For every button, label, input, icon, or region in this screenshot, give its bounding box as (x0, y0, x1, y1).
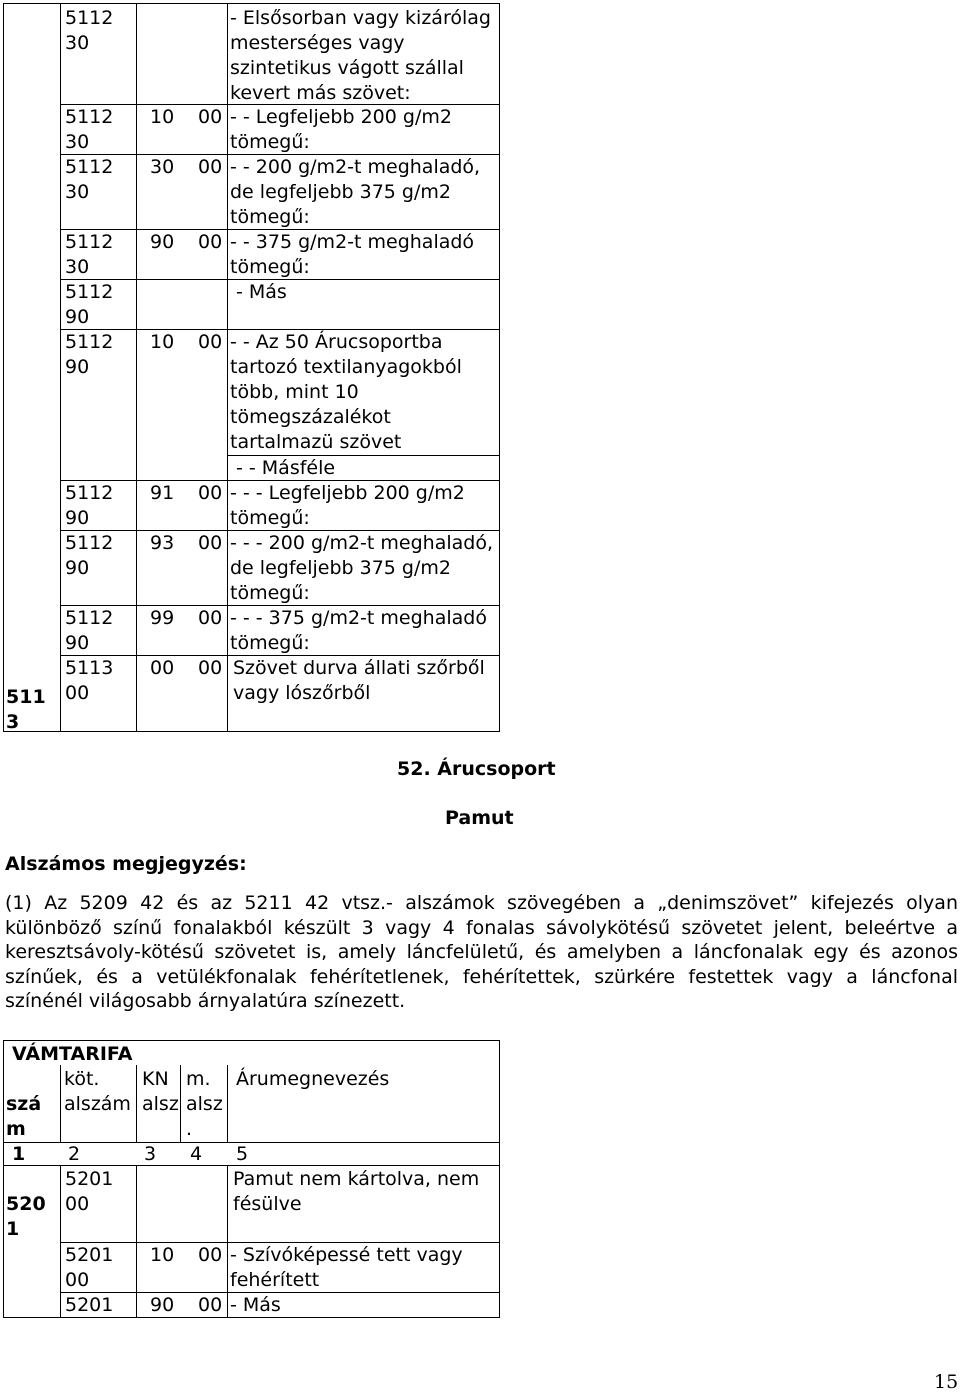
chapter-subtitle: Pamut (445, 807, 514, 829)
description-cell: - - 200 g/m2-t meghaladó, de legfeljebb 375 g/m2 tömegű: (230, 156, 481, 228)
page-number: 15 (934, 1371, 959, 1393)
header-arumegnevezes: Árumegnevezés (236, 1068, 390, 1090)
column-number: 2 (68, 1143, 81, 1165)
code-cell: 5112 90 (65, 532, 114, 579)
subheading-cell: 93 (150, 532, 175, 554)
header-kn-alsz: KN alsz (142, 1068, 179, 1115)
description-cell: - Szívóképessé tett vagy fehérített (230, 1244, 463, 1291)
sub-subheading-cell: 00 (198, 231, 223, 253)
chapter-title: 52. Árucsoport (397, 758, 556, 780)
subheading-cell: 90 (150, 1294, 175, 1316)
description-cell: - - - 375 g/m2-t meghaladó tömegű: (230, 607, 487, 654)
sub-subheading-cell: 00 (198, 331, 223, 353)
sub-subheading-cell: 00 (198, 156, 223, 178)
description-cell: - - Másféle (236, 457, 336, 479)
header-kot-alszam: köt. alszám (64, 1068, 131, 1115)
code-cell: 5201 00 (65, 1168, 114, 1215)
sub-subheading-cell: 00 (198, 607, 223, 629)
description-cell: - - - 200 g/m2-t meghaladó, de legfeljebb 375 g/m2 tömegű: (230, 532, 493, 604)
sub-subheading-cell: 00 (198, 106, 223, 128)
subheading-cell: 99 (150, 607, 175, 629)
description-cell: - - Az 50 Árucsoportba tartozó textilanyagokból több, mint 10 tömegszázalékot tartalmazü szövet (230, 331, 462, 453)
code-cell: 5112 30 (65, 106, 114, 153)
sub-subheading-cell: 00 (198, 1244, 223, 1266)
subheading-cell: 10 (150, 1244, 175, 1266)
sub-subheading-cell: 00 (198, 657, 223, 679)
description-cell: - Más (230, 1294, 281, 1316)
code-cell: 5112 30 (65, 7, 114, 54)
description-cell: - - - Legfeljebb 200 g/m2 tömegű: (230, 482, 465, 529)
table-title: VÁMTARIFA (12, 1043, 133, 1065)
column-number: 4 (190, 1143, 203, 1165)
subheading-cell: 00 (150, 657, 175, 679)
code-cell: 5201 00 (65, 1244, 114, 1291)
code-cell: 5112 30 (65, 156, 114, 203)
header-m-alsz: m. alsz . (186, 1068, 223, 1140)
code-cell: 5112 90 (65, 331, 114, 378)
description-cell: - Elsősorban vagy kizárólag mesterséges vagy szintetikus vágott szállal kevert más szövet: (230, 7, 491, 104)
notes-paragraph: (1) Az 5209 42 és az 5211 42 vtsz.- alszámok szövegében a „denimszövet” kifejezés olyan különböző színű fonalakból készült 3 vagy 4 fonalas sávolykötésű szövetet jelent, beleértve a keresztsávoly-kötésű szövetet is, amely láncfelületű, és amelyben a láncfonalak egy és azonos színűek, és a vetülékfonalak fehérítetlenek, fehérítettek, szürkére festettek vagy a láncfonal színénél világosabb árnyalatúra színezett. (5, 892, 958, 1012)
code-cell: 5113 00 (65, 657, 114, 704)
header-szam: szá m (6, 1093, 42, 1140)
heading-number: 520 1 (6, 1193, 46, 1240)
sub-subheading-cell: 00 (198, 482, 223, 504)
description-cell: Szövet durva állati szőrből vagy lószőrből (233, 657, 485, 704)
subheading-cell: 90 (150, 231, 175, 253)
subheading-cell: 91 (150, 482, 175, 504)
subheading-cell: 30 (150, 156, 175, 178)
description-cell: - - 375 g/m2-t meghaladó tömegű: (230, 231, 475, 278)
column-number: 5 (236, 1143, 249, 1165)
subheading-cell: 10 (150, 106, 175, 128)
sub-subheading-cell: 00 (198, 532, 223, 554)
code-cell: 5112 90 (65, 482, 114, 529)
code-cell: 5112 90 (65, 607, 114, 654)
description-cell: Pamut nem kártolva, nem fésülve (233, 1168, 480, 1215)
subheading-cell: 10 (150, 331, 175, 353)
description-cell: - Más (236, 281, 287, 303)
code-cell: 5112 90 (65, 281, 114, 328)
column-number: 3 (144, 1143, 157, 1165)
notes-heading: Alszámos megjegyzés: (5, 853, 247, 875)
heading-number: 511 3 (6, 686, 46, 733)
code-cell: 5201 (65, 1294, 114, 1316)
column-number: 1 (12, 1143, 26, 1165)
description-cell: - - Legfeljebb 200 g/m2 tömegű: (230, 106, 452, 153)
code-cell: 5112 30 (65, 231, 114, 278)
sub-subheading-cell: 00 (198, 1294, 223, 1316)
